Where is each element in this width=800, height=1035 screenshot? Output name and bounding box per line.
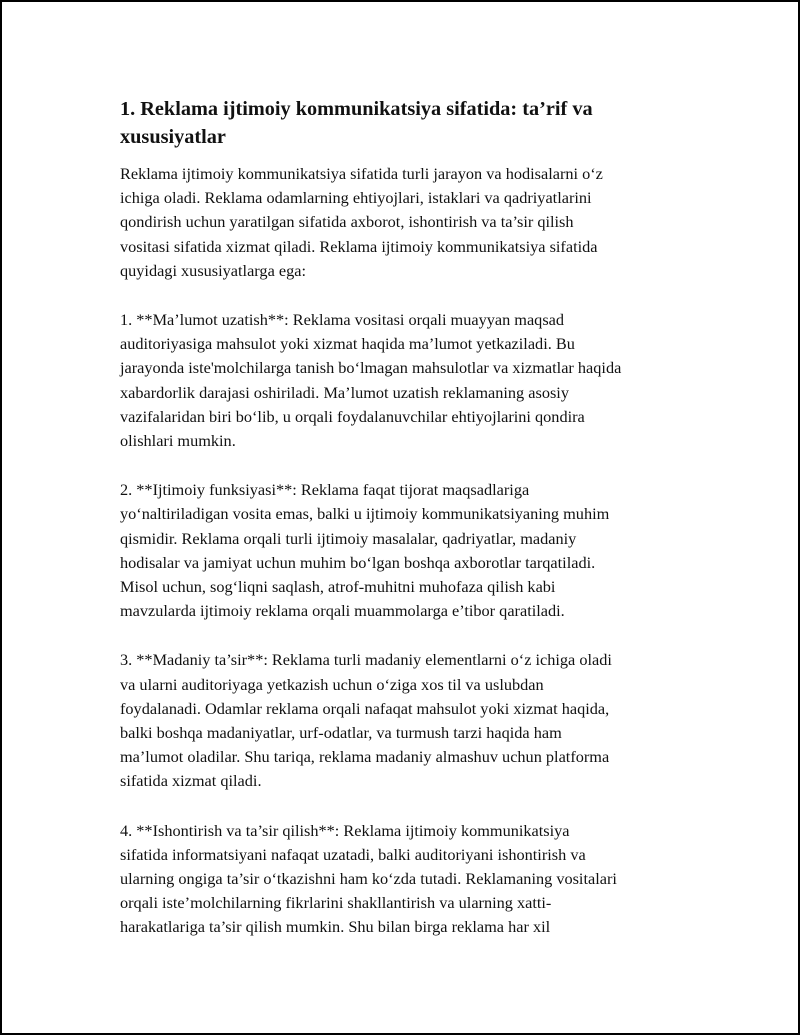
section-heading: 1. Reklama ijtimoiy kommunikatsiya sifatida: ta’rif va xususiyatlar — [120, 98, 593, 148]
paragraph-persuasion: 4. **Ishontirish va ta’sir qilish**: Reklama ijtimoiy kommunikatsiya sifatida informatsiyani nafaqat uzatadi, balki auditoriyani ishontirish va ularning ongiga ta’sir o‘tkazishni ham ko‘zda tutadi. Reklamaning vositalari orqali iste’molchilarning fikrlarini shakllantirish va ularning xatti- harakatlariga ta’sir qilish mumkin. Shu bilan birga reklama har xil — [120, 820, 617, 937]
paragraph-social-function: 2. **Ijtimoiy funksiyasi**: Reklama faqat tijorat maqsadlariga yo‘naltiriladigan vosita emas, balki u ijtimoiy kommunikatsiyaning muhim qismidir. Reklama orqali turli ijtimoiy masalalar, qadriyatlar, madaniy hodisalar va jamiyat uchun muhim bo‘lgan boshqa axborotlar tarqatiladi. Misol uchun, sog‘liqni saqlash, atrof-muhitni muhofaza qilish kabi mavzularda ijtimoiy reklama orqali muammolarga e’tibor qaratiladi. — [120, 480, 610, 621]
paragraph-cultural-influence: 3. **Madaniy ta’sir**: Reklama turli madaniy elementlarni o‘z ichiga oladi va ularni auditoriyaga yetkazish uchun o‘ziga xos til va uslubdan foydalanadi. Odamlar reklama orqali nafaqat mahsulot yoki xizmat haqida, balki boshqa madaniyatlar, urf-odatlar, va turmush tarzi haqida ham ma’lumot oladilar. Shu tariqa, reklama madaniy almashuv uchun platforma sifatida xizmat qiladi. — [120, 650, 612, 791]
intro-paragraph: Reklama ijtimoiy kommunikatsiya sifatida turli jarayon va hodisalarni o‘z ichiga oladi. Reklama odamlarning ehtiyojlari, istaklari va qadriyatlarini qondirish uchun yaratilgan sifatida axborot, ishontirish va ta’sir qilish vositasi sifatida xizmat qiladi. Reklama ijtimoiy kommunikatsiya sifatida quyidagi xususiyatlarga ega: — [120, 164, 603, 280]
document-body — [120, 95, 695, 965]
paragraph-information-transfer: 1. **Ma’lumot uzatish**: Reklama vositasi orqali muayyan maqsad auditoriyasiga mahsulot yoki xizmat haqida ma’lumot yetkaziladi. Bu jarayonda iste'molchilarga tanish bo‘lmagan mahsulotlar va xizmatlar haqida xabardorlik darajasi oshiriladi. Ma’lumot uzatish reklamaning asosiy vazifalaridan biri bo‘lib, u orqali foydalanuvchilar ehtiyojlarini qondira olishlari mumkin. — [120, 310, 622, 451]
